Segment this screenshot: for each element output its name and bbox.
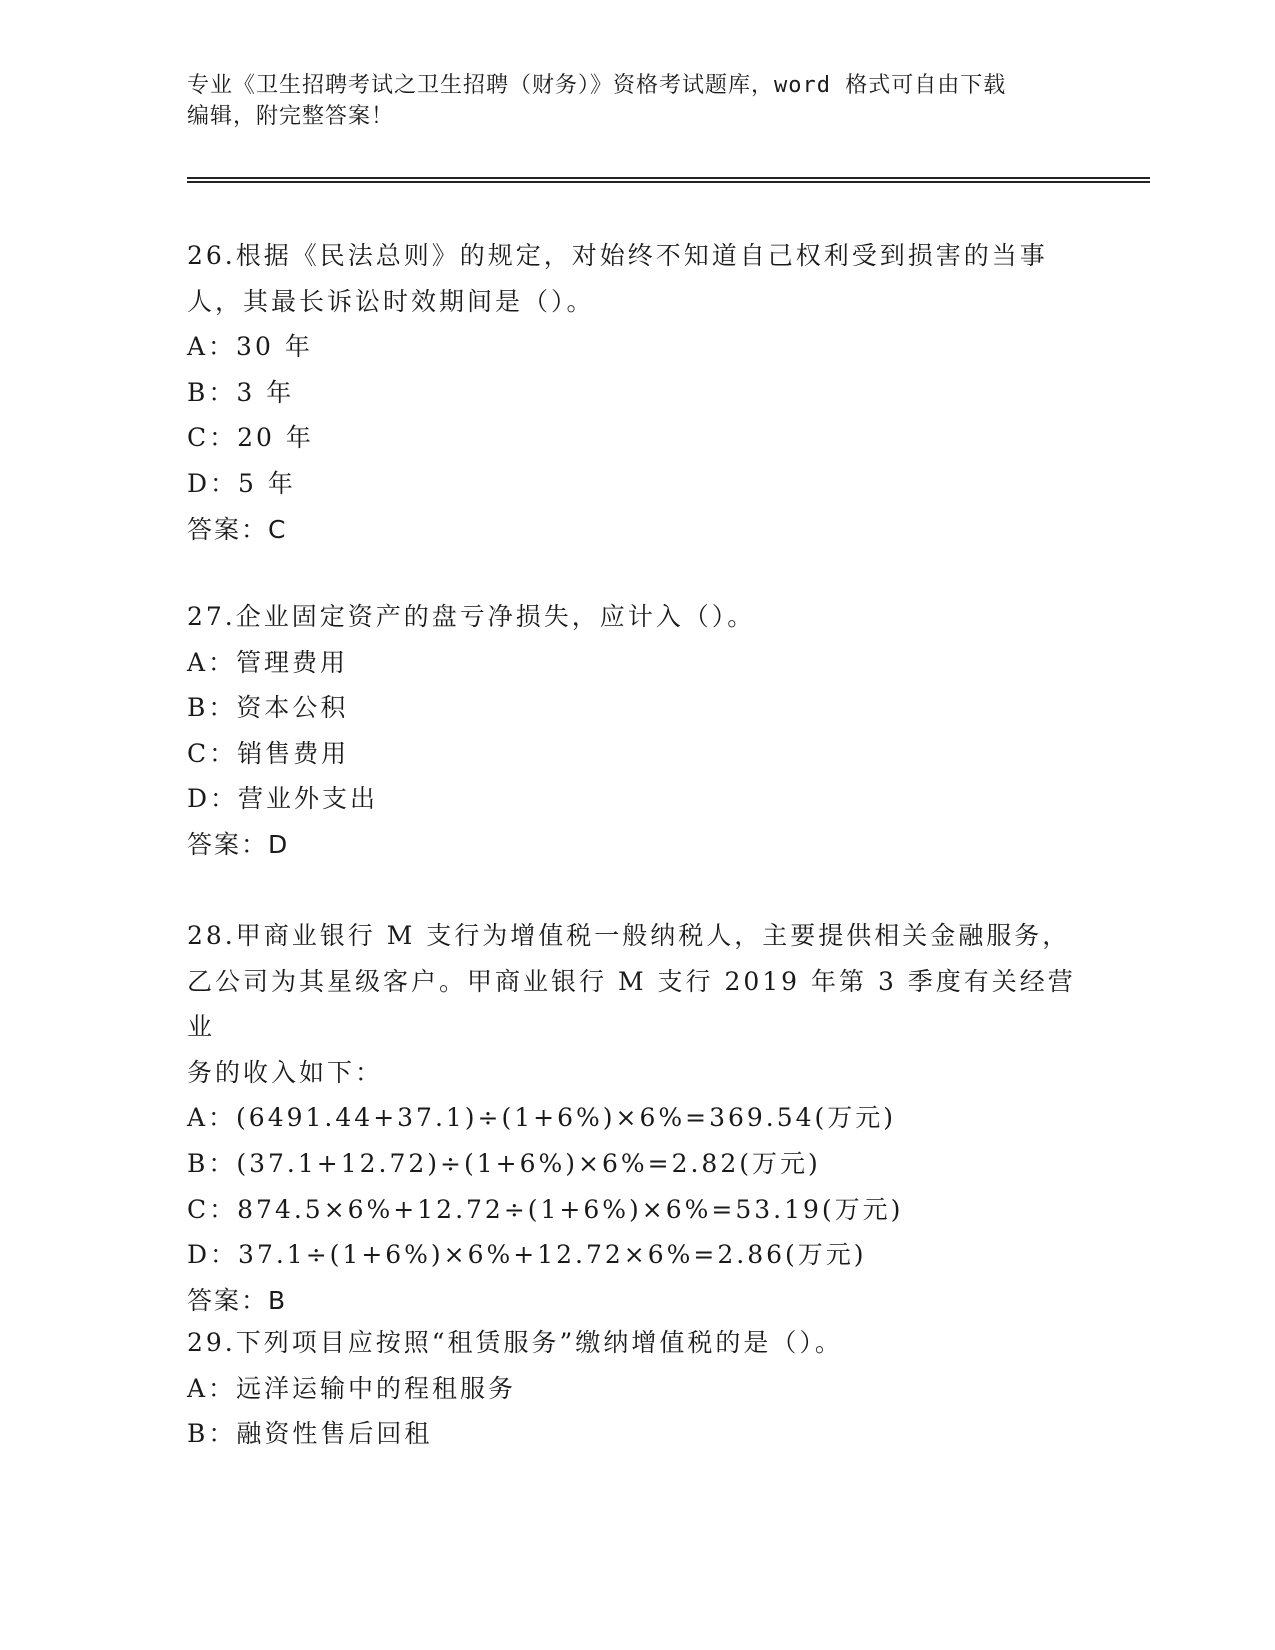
option-b: B：融资性售后回租 [187, 1419, 433, 1449]
answer-line: 答案：D [187, 829, 290, 859]
question-27 [187, 594, 1087, 868]
option-b: B：3 年 [187, 377, 295, 407]
question-stem [187, 594, 1087, 640]
question-26 [187, 233, 1087, 552]
answer-line: 答案：C [187, 514, 288, 544]
stem-line: 务的收入如下： [187, 1057, 384, 1087]
stem-line: 28.甲商业银行 M 支行为增值税一般纳税人，主要提供相关金融服务， [187, 921, 1071, 950]
stem-line: 乙公司为其星级客户。甲商业银行 M 支行 2019 年第 3 季度有关经营业 [187, 966, 1076, 1042]
stem-line: 人，其最长诉讼时效期间是（）。 [187, 286, 595, 316]
answer-line: 答案：B [187, 1285, 288, 1315]
option-d: D：37.1÷(1+6%)×6%+12.72×6%=2.86(万元) [187, 1240, 867, 1270]
option-b: B：资本公积 [187, 693, 349, 723]
question-stem [187, 1320, 1087, 1366]
question-29 [187, 1320, 1087, 1457]
option-c: C：销售费用 [187, 738, 350, 768]
question-stem [187, 233, 1087, 324]
option-a: A：30 年 [187, 332, 313, 362]
header-line-1: 专业《卫生招聘考试之卫生招聘（财务）》资格考试题库，word 格式可自由下载 [187, 73, 1007, 98]
header-divider-top [187, 177, 1150, 179]
stem-line: 26.根据《民法总则》的规定，对始终不知道自己权利受到损害的当事 [187, 241, 1048, 270]
option-c: C：874.5×6%+12.72÷(1+6%)×6%=53.19(万元) [187, 1194, 904, 1224]
stem-line: 27.企业固定资产的盘亏净损失，应计入（）。 [187, 602, 756, 631]
question-28 [187, 913, 1087, 1323]
question-stem [187, 913, 1087, 1095]
header-line-2: 编辑，附完整答案！ [187, 104, 395, 129]
option-a: A：管理费用 [187, 647, 349, 677]
document-header [187, 70, 1067, 132]
header-divider-bottom [187, 181, 1150, 183]
option-a: A：远洋运输中的程租服务 [187, 1373, 517, 1403]
option-d: D：营业外支出 [187, 784, 379, 814]
stem-line: 29.下列项目应按照“租赁服务”缴纳增值税的是（）。 [187, 1328, 843, 1357]
option-d: D：5 年 [187, 468, 296, 498]
option-a: A：(6491.44+37.1)÷(1+6%)×6%=369.54(万元) [187, 1103, 897, 1133]
option-c: C：20 年 [187, 423, 314, 453]
option-b: B：(37.1+12.72)÷(1+6%)×6%=2.82(万元) [187, 1148, 821, 1178]
